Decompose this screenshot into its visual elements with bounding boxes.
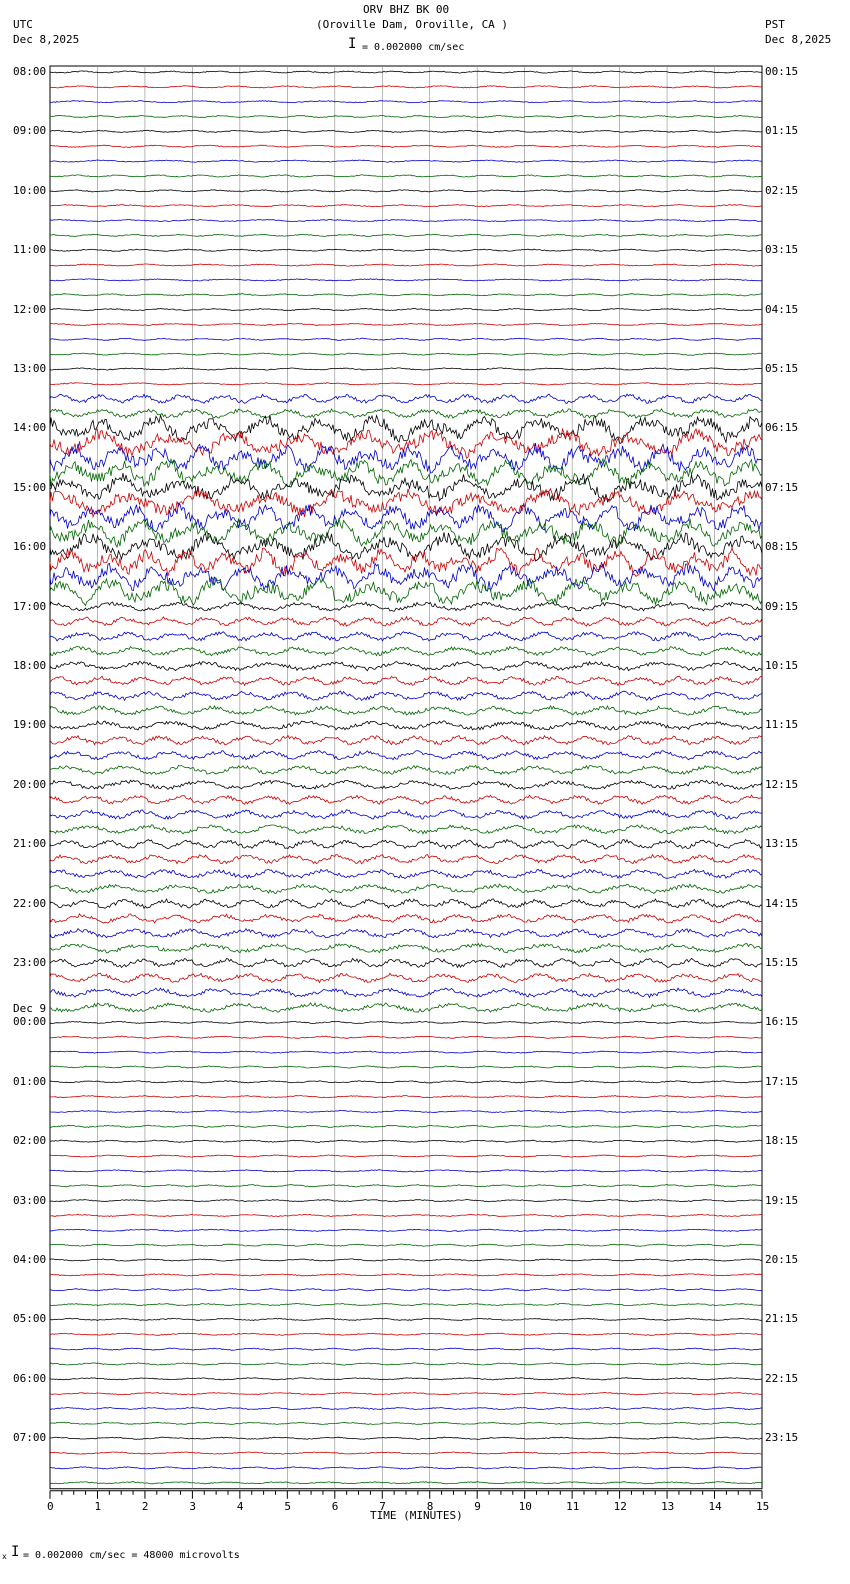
- left-hour-label: 13:00: [13, 362, 47, 375]
- trace-row: [50, 795, 762, 804]
- trace-row: [50, 1125, 762, 1127]
- x-tick-label: 4: [236, 1499, 244, 1513]
- trace-row: [50, 751, 762, 760]
- trace-row: [50, 1452, 762, 1454]
- trace-row: [50, 765, 762, 774]
- footer-corner-mark: x: [2, 1552, 7, 1561]
- trace-row: [50, 1081, 762, 1083]
- left-hour-label: 04:00: [13, 1253, 47, 1266]
- left-hour-label: 05:00: [13, 1312, 47, 1326]
- trace-row: [50, 1170, 762, 1172]
- seismic-traces: [50, 71, 762, 1484]
- left-hour-label: 01:00: [13, 1074, 47, 1088]
- trace-row: [50, 810, 762, 819]
- station-title: ORV BHZ BK 00: [363, 3, 450, 16]
- right-hour-label: 11:15: [765, 718, 799, 732]
- right-hour-label: 13:15: [765, 837, 799, 851]
- right-hour-label: 14:15: [765, 896, 799, 910]
- right-hour-label: 06:15: [765, 421, 799, 435]
- left-hour-label: 06:00: [13, 1371, 47, 1385]
- left-hour-label: 18:00: [13, 659, 47, 672]
- left-hour-label: 00:00: [13, 1015, 47, 1029]
- x-tick-label: 5: [284, 1499, 291, 1513]
- right-hour-label: 07:15: [765, 480, 799, 494]
- trace-row: [50, 1066, 762, 1068]
- left-hour-label: 16:00: [13, 540, 47, 554]
- trace-row: [50, 869, 762, 878]
- trace-row: [50, 825, 762, 834]
- trace-row: [50, 1482, 762, 1484]
- trace-row: [50, 145, 762, 147]
- right-hour-label: 09:15: [765, 599, 799, 613]
- trace-row: [50, 368, 762, 370]
- trace-row: [50, 1393, 762, 1395]
- trace-row: [50, 1021, 762, 1023]
- left-timezone: UTC: [13, 18, 33, 31]
- trace-row: [50, 1200, 762, 1202]
- trace-row: [50, 988, 762, 997]
- x-tick-label: 6: [331, 1499, 339, 1513]
- trace-row: [50, 264, 762, 266]
- x-tick-label: 12: [613, 1499, 627, 1513]
- day-change-label: Dec 9: [13, 1002, 47, 1015]
- trace-row: [50, 676, 762, 685]
- right-hour-label: 01:15: [765, 124, 799, 138]
- trace-row: [50, 160, 762, 162]
- trace-row: [50, 115, 762, 117]
- trace-row: [50, 309, 762, 311]
- trace-row: [50, 1289, 762, 1291]
- trace-row: [50, 1422, 762, 1424]
- x-tick-label: 3: [189, 1499, 197, 1513]
- x-tick-label: 0: [47, 1499, 54, 1513]
- trace-row: [50, 473, 762, 502]
- trace-row: [50, 338, 762, 340]
- trace-row: [50, 205, 762, 207]
- right-hour-label: 04:15: [765, 302, 799, 316]
- left-hour-label: 12:00: [13, 302, 47, 316]
- trace-row: [50, 279, 762, 281]
- trace-row: [50, 415, 762, 443]
- left-hour-label: 08:00: [13, 65, 47, 78]
- x-tick-label: 8: [426, 1499, 434, 1513]
- left-hour-label: 15:00: [13, 480, 47, 494]
- trace-row: [50, 661, 762, 670]
- x-axis-label: TIME (MINUTES): [370, 1509, 463, 1522]
- right-hour-label: 18:15: [765, 1134, 799, 1148]
- trace-row: [50, 323, 762, 325]
- trace-row: [50, 1244, 762, 1246]
- trace-row: [50, 234, 762, 236]
- left-hour-label: 07:00: [13, 1431, 47, 1445]
- left-hour-label: 20:00: [13, 777, 47, 791]
- trace-row: [50, 249, 762, 251]
- footer-scale-icon: I: [11, 1544, 20, 1560]
- trace-row: [50, 409, 762, 418]
- trace-row: [50, 958, 762, 967]
- trace-row: [50, 721, 762, 730]
- right-date: Dec 8,2025: [765, 33, 832, 46]
- left-hour-label: 17:00: [13, 599, 47, 613]
- left-hour-label: 09:00: [13, 124, 47, 138]
- trace-row: [50, 840, 762, 849]
- trace-row: [50, 646, 762, 655]
- x-tick-label: 1: [94, 1499, 102, 1513]
- trace-row: [50, 1229, 762, 1231]
- trace-row: [50, 1407, 762, 1409]
- trace-row: [50, 1333, 762, 1335]
- trace-row: [50, 884, 762, 893]
- trace-row: [50, 691, 762, 700]
- x-tick-label: 2: [141, 1499, 149, 1513]
- trace-row: [50, 1363, 762, 1365]
- right-hour-label: 16:15: [765, 1015, 799, 1029]
- trace-row: [50, 1155, 762, 1157]
- trace-row: [50, 1036, 762, 1038]
- trace-row: [50, 914, 762, 923]
- right-hour-label: 20:15: [765, 1253, 799, 1266]
- left-hour-label: 21:00: [13, 837, 47, 851]
- x-tick-label: 7: [379, 1499, 386, 1513]
- right-hour-label: 19:15: [765, 1193, 799, 1207]
- trace-row: [50, 71, 762, 73]
- right-hour-label: 00:15: [765, 65, 799, 78]
- x-tick-label: 9: [474, 1499, 481, 1513]
- trace-row: [50, 706, 762, 715]
- trace-row: [50, 394, 762, 403]
- right-hour-label: 12:15: [765, 777, 799, 791]
- trace-row: [50, 780, 762, 789]
- trace-row: [50, 219, 762, 221]
- right-hour-label: 03:15: [765, 243, 799, 257]
- trace-row: [50, 1003, 762, 1012]
- trace-row: [50, 617, 762, 626]
- right-hour-label: 23:15: [765, 1431, 799, 1445]
- left-hour-label: 22:00: [13, 896, 47, 910]
- trace-row: [50, 1096, 762, 1098]
- trace-row: [50, 383, 762, 385]
- trace-row: [50, 1274, 762, 1276]
- trace-row: [50, 578, 762, 606]
- trace-row: [50, 1259, 762, 1261]
- right-hour-label: 22:15: [765, 1371, 799, 1385]
- trace-row: [50, 899, 762, 908]
- left-hour-label: 11:00: [13, 243, 47, 257]
- right-hour-label: 21:15: [765, 1312, 799, 1326]
- trace-row: [50, 294, 762, 296]
- trace-row: [50, 632, 762, 641]
- left-hour-label: 03:00: [13, 1193, 47, 1207]
- x-tick-label: 10: [518, 1499, 532, 1513]
- x-tick-label: 11: [566, 1499, 580, 1513]
- footer-scale-note: = 0.002000 cm/sec = 48000 microvolts: [23, 1550, 240, 1561]
- station-location: (Oroville Dam, Oroville, CA ): [316, 18, 509, 31]
- trace-row: [50, 1110, 762, 1112]
- right-hour-label: 02:15: [765, 183, 799, 197]
- left-hour-label: 19:00: [13, 718, 47, 732]
- trace-row: [50, 1051, 762, 1053]
- trace-row: [50, 1437, 762, 1439]
- right-hour-label: 10:15: [765, 659, 799, 672]
- right-hour-label: 15:15: [765, 956, 799, 969]
- trace-row: [50, 1318, 762, 1320]
- trace-row: [50, 973, 762, 982]
- trace-row: [50, 854, 762, 863]
- trace-row: [50, 736, 762, 746]
- scale-bar-icon: I: [348, 36, 357, 52]
- right-hour-label: 08:15: [765, 540, 799, 554]
- right-hour-label: 17:15: [765, 1074, 799, 1088]
- trace-row: [50, 929, 762, 938]
- left-hour-label: 14:00: [13, 421, 47, 435]
- trace-row: [50, 1214, 762, 1216]
- trace-row: [50, 1467, 762, 1469]
- trace-row: [50, 1348, 762, 1350]
- left-date: Dec 8,2025: [13, 33, 80, 46]
- trace-row: [50, 353, 762, 355]
- x-tick-label: 14: [708, 1499, 722, 1513]
- trace-row: [50, 1378, 762, 1380]
- x-tick-label: 15: [756, 1499, 770, 1513]
- trace-row: [50, 190, 762, 192]
- left-hour-label: 10:00: [13, 183, 47, 197]
- trace-row: [50, 1303, 762, 1305]
- trace-row: [50, 1140, 762, 1142]
- left-hour-label: 02:00: [13, 1134, 47, 1148]
- right-timezone: PST: [765, 18, 785, 31]
- x-tick-label: 13: [661, 1499, 675, 1513]
- right-hour-label: 05:15: [765, 362, 799, 375]
- time-axis: [50, 1491, 762, 1499]
- trace-row: [50, 1185, 762, 1187]
- trace-row: [50, 175, 762, 177]
- trace-row: [50, 943, 762, 952]
- trace-row: [50, 101, 762, 103]
- left-hour-label: 23:00: [13, 956, 47, 969]
- trace-row: [50, 86, 762, 88]
- trace-row: [50, 130, 762, 132]
- scale-text: = 0.002000 cm/sec: [362, 42, 465, 53]
